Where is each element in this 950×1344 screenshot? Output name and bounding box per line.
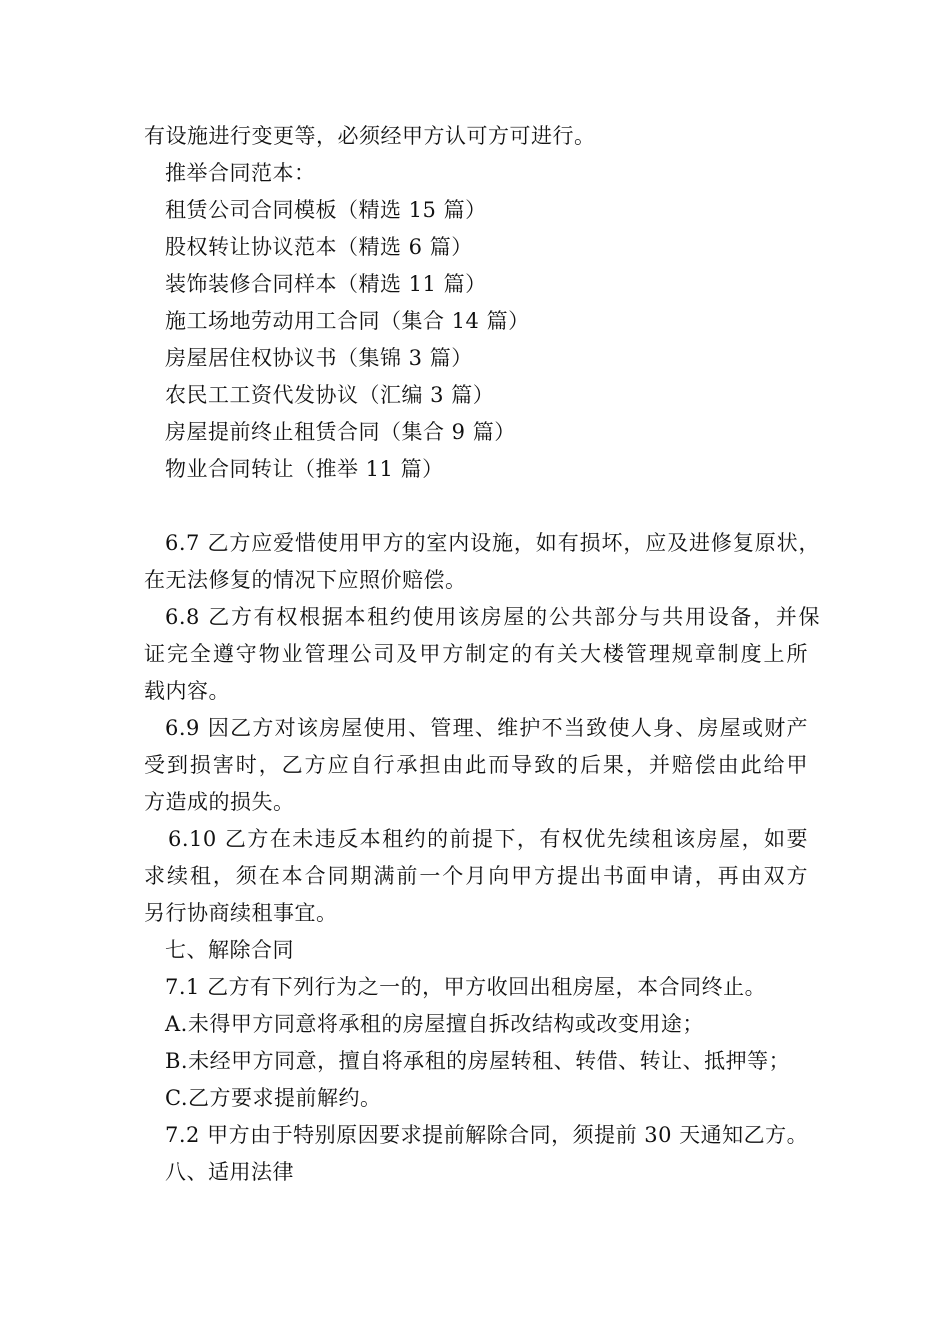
- clause-6-8: 6.8 乙方有权根据本租约使用该房屋的公共部分与共用设备，并保: [165, 605, 820, 629]
- text-line: 求续租，须在本合同期满前一个月向甲方提出书面申请，再由双方: [144, 864, 808, 888]
- text-line: 有设施进行变更等，必须经甲方认可方可进行。: [144, 124, 596, 148]
- text-line: 受到损害时，乙方应自行承担由此而导致的后果，并赔偿由此给甲: [144, 753, 808, 777]
- recommended-item: 农民工工资代发协议（汇编 3 篇）: [165, 383, 495, 407]
- clause-7-2: 7.2 甲方由于特别原因要求提前解除合同，须提前 30 天通知乙方。: [165, 1123, 809, 1147]
- clause-6-9: 6.9 因乙方对该房屋使用、管理、维护不当致使人身、房屋或财产: [165, 716, 808, 740]
- recommended-item: 房屋提前终止租赁合同（集合 9 篇）: [165, 420, 516, 444]
- text-line: 方造成的损失。: [144, 790, 295, 814]
- clause-7-1-a: A.未得甲方同意将承租的房屋擅自拆改结构或改变用途；: [165, 1012, 704, 1036]
- text-line: 证完全遵守物业管理公司及甲方制定的有关大楼管理规章制度上所: [144, 642, 808, 666]
- text-line: 另行协商续租事宜。: [144, 901, 338, 925]
- text-line: 载内容。: [144, 679, 230, 703]
- recommended-item: 租赁公司合同模板（精选 15 篇）: [165, 198, 487, 222]
- clause-7-1-c: C.乙方要求提前解约。: [165, 1086, 382, 1110]
- section-heading-8: 八、适用法律: [165, 1160, 294, 1184]
- recommended-item: 装饰装修合同样本（精选 11 篇）: [165, 272, 487, 296]
- clause-6-10: 6.10 乙方在未违反本租约的前提下，有权优先续租该房屋，如要: [168, 827, 808, 851]
- clause-7-1-b: B.未经甲方同意，擅自将承租的房屋转租、转借、转让、抵押等；: [165, 1049, 791, 1073]
- text-line: 在无法修复的情况下应照价赔偿。: [144, 568, 467, 592]
- section-heading-7: 七、解除合同: [165, 938, 294, 962]
- recommended-item: 物业合同转让（推举 11 篇）: [165, 457, 444, 481]
- recommended-heading: 推举合同范本：: [165, 161, 316, 185]
- recommended-item: 房屋居住权协议书（集锦 3 篇）: [165, 346, 473, 370]
- recommended-item: 施工场地劳动用工合同（集合 14 篇）: [165, 309, 530, 333]
- clause-7-1: 7.1 乙方有下列行为之一的，甲方收回出租房屋，本合同终止。: [165, 975, 767, 999]
- clause-6-7: 6.7 乙方应爱惜使用甲方的室内设施，如有损坏，应及进修复原状，: [165, 531, 820, 555]
- recommended-item: 股权转让协议范本（精选 6 篇）: [165, 235, 473, 259]
